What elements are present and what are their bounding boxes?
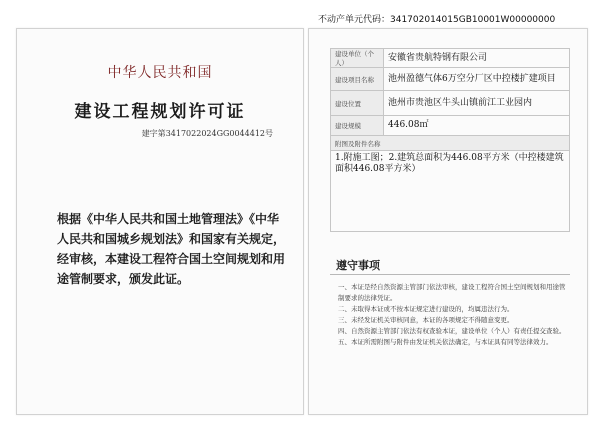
certificate-number-suffix: 号	[265, 129, 273, 138]
attachment-text: 1.附施工图；2.建筑总面积为446.08平方米（中控楼建筑面积446.08平方米）	[331, 151, 570, 232]
notice-item: 三、未经发证机关审核同意，本证的各项规定不得随意变更。	[338, 316, 514, 324]
legal-basis-text: 根据《中华人民共和国土地管理法》《中华人民共和国城乡规划法》和国家有关规定，经审核，本建设工程符合国土空间规划和用途管制要求，颁发此证。	[57, 212, 286, 286]
certificate-right-page	[308, 28, 588, 415]
table-row	[331, 91, 570, 116]
field-label-location: 建设位置	[331, 91, 384, 116]
field-label-project-name: 建设项目名称	[331, 68, 384, 91]
table-row	[331, 151, 570, 232]
field-label-scale: 建设规模	[331, 116, 384, 136]
certificate-number-value: 341702202​4GG0044412	[165, 129, 265, 138]
table-row	[331, 68, 570, 91]
notice-divider	[330, 274, 570, 275]
notice-item: 五、本证所需附图与附件由发证机关依法确定，与本证具有同等法律效力。	[338, 338, 553, 346]
certificate-title: 建设工程规划许可证	[74, 102, 246, 122]
field-label-builder: 建设单位（个人）	[331, 49, 384, 68]
field-value-location: 池州市贵池区牛头山镇前江工业园内	[384, 91, 570, 116]
notice-item: 四、自然资源主管部门依法有权查验本证，建设单位（个人）有责任提交查验。	[338, 327, 566, 335]
attachment-label: 附图及附件名称	[331, 136, 570, 151]
certificate-number	[142, 128, 273, 139]
field-value-builder: 安徽省贵航特钢有限公司	[384, 49, 570, 68]
table-row	[331, 49, 570, 68]
real-estate-unit-code: 不动产单元代码：341702014015GB10001W00000000	[318, 15, 556, 25]
notice-item: 一、本证是经自然资源主管部门依法审核，建设工程符合国土空间规划和用途管制要求的法律凭证。	[338, 283, 566, 302]
certificate-left-page	[16, 28, 304, 415]
notice-title: 遵守事项	[336, 259, 380, 272]
certificate-number-prefix: 建字第	[141, 129, 166, 138]
field-value-project-name: 池州盈德气体6万空分厂区中控楼扩建项目	[384, 68, 570, 91]
project-info-table	[330, 48, 570, 232]
notice-item: 二、未取得本证或不按本证规定进行建设的，均属违法行为。	[338, 305, 514, 313]
table-row	[331, 116, 570, 136]
notice-list	[338, 282, 566, 348]
table-row	[331, 136, 570, 151]
issuing-country: 中华人民共和国	[107, 65, 213, 81]
field-value-scale: 446.08㎡	[384, 116, 570, 136]
